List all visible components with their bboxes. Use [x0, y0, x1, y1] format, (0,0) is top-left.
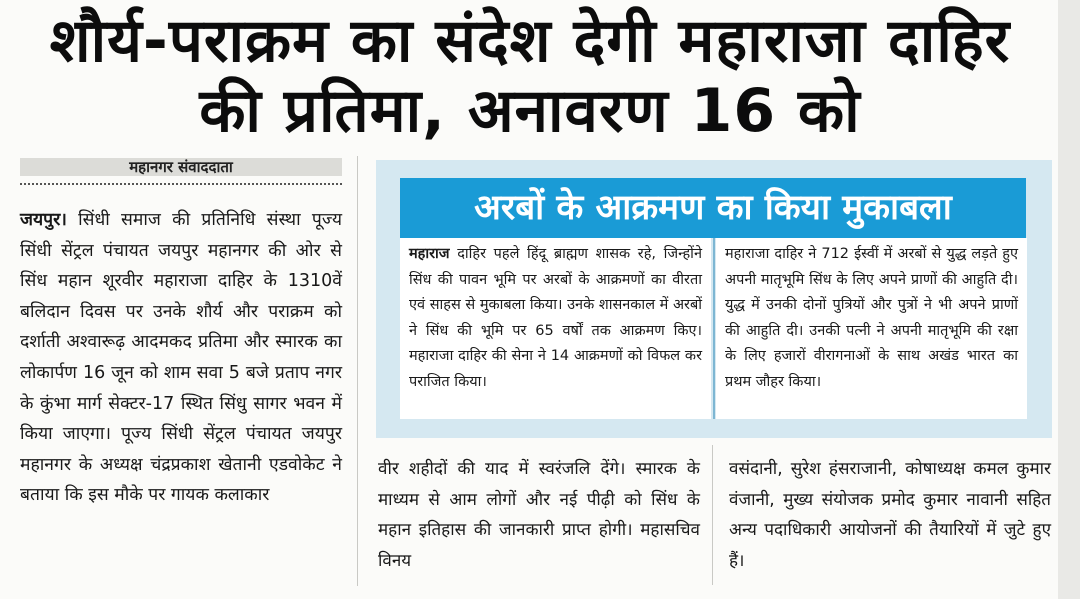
box-text-left: दाहिर पहले हिंदू ब्राह्मण शासक रहे, जिन्होंने सिंध की पावन भूमि पर अरबों के आक्रमणों का वीरता एवं साहस से मुकाबला किया। उनके शासनकाल में अरबों ने सिंध की भूमि पर 65 वर्षों तक आक्रमण किए। महाराजा दाहिर की सेना ने 14 आक्रमणों को विफल कर पराजित किया। [409, 246, 702, 390]
headline: शौर्य-पराक्रम का संदेश देगी महाराजा दाहिर की प्रतिमा, अनावरण 16 को [49, 6, 1011, 146]
article-column-right: वसंदानी, सुरेश हंसराजानी, कोषाध्यक्ष कमल कुमार वंजानी, मुख्य संयोजक प्रमोद कुमार नावानी सहित अन्य पदाधिकारी आयोजनों की तैयारियों में जुटे हुए हैं। [729, 459, 1051, 571]
dotted-divider [20, 183, 342, 185]
page-edge [1058, 0, 1080, 599]
column-rule [357, 156, 358, 586]
box-column-right: महाराजा दाहिर ने 712 ईस्वीं में अरबों से युद्ध लड़ते हुए अपनी मातृभूमि सिंध के लिए अपने प्राणों की आहुति दी। युद्ध में उनकी दोनों पुत्रियों और पुत्रों ने भी अपने प्राणों की आहुति दी। उनकी पत्नी ने अपनी मातृभूमि की रक्षा के लिए हजारों वीरागनाओं के साथ अखंड भारत का प्रथम जौहर किया। [716, 238, 1027, 419]
byline: महानगर संवाददाता [20, 158, 342, 176]
sidebar-box [376, 160, 1052, 438]
article-column-left [20, 205, 342, 511]
dateline: जयपुर। [20, 210, 67, 230]
box-title: अरबों के आक्रमण का किया मुकाबला [400, 178, 1026, 238]
column-rule-bottom [712, 445, 713, 585]
article-text-left: सिंधी समाज की प्रतिनिधि संस्था पूज्य सिंधी सेंट्रल पंचायत जयपुर महानगर की ओर से सिंध महान शूरवीर महाराजा दाहिर के 1310वें बलिदान दिवस पर उनके शौर्य और पराक्रम को दर्शाती अश्वारूढ़ आदमकद प्रतिमा और स्मारक का लोकार्पण 16 जून को शाम सवा 5 बजे प्रताप नगर के कुंभा मार्ग सेक्टर-17 स्थित सिंधु सागर भवन में किया जाएगा। पूज्य सिंधी सेंट्रल पंचायत जयपुर महानगर के अध्यक्ष चंद्रप्रकाश खेतानी एडवोकेट ने बताया कि इस मौके पर गायक कलाकार [20, 210, 342, 506]
article-column-middle: वीर शहीदों की याद में स्वरंजलि देंगे। स्मारक के माध्यम से आम लोगों और नई पीढ़ी को सिंध के महान इतिहास की जानकारी प्राप्त होगी। महासचिव विनय [378, 459, 700, 571]
box-column-left [400, 238, 711, 419]
box-column-divider [713, 238, 715, 419]
box-lead-word: महाराज [409, 246, 450, 262]
